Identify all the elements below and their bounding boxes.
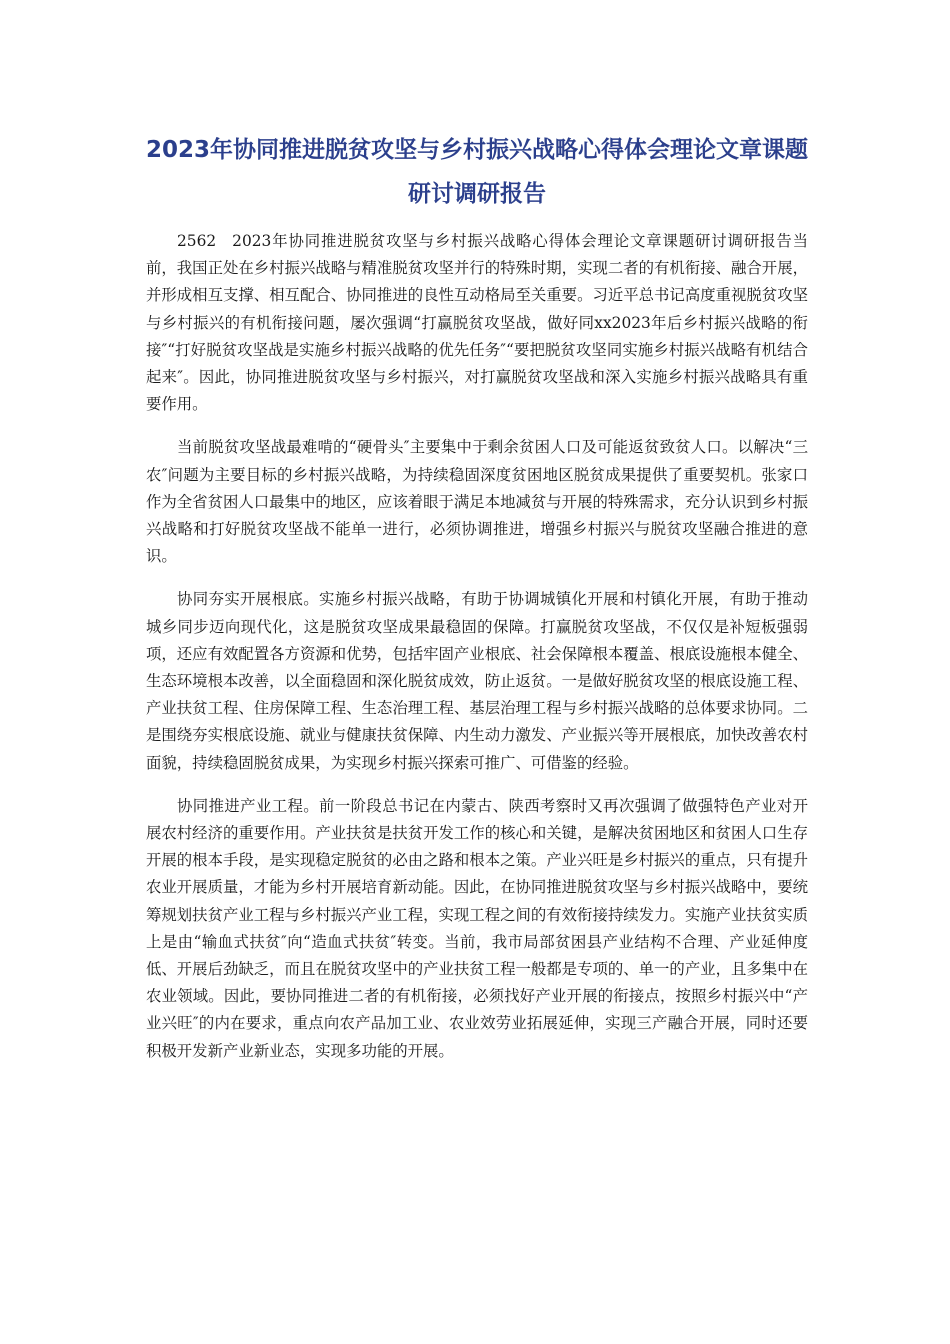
document-number: 2562 — [177, 232, 217, 250]
document-body — [146, 228, 808, 1065]
paragraph-foundation: 协同夯实开展根底。实施乡村振兴战略，有助于协调城镇化开展和村镇化开展，有助于推动城乡同步迈向现代化，这是脱贫攻坚成果最稳固的保障。打赢脱贫攻坚战，不仅仅是补短板强弱项，还应有效配置各方资源和优势，包括牢固产业根底、社会保障根本覆盖、根底设施根本健全、生态环境根本改善，以全面稳固和深化脱贫成效，防止返贫。一是做好脱贫攻坚的根底设施工程、产业扶贫工程、住房保障工程、生态治理工程、基层治理工程与乡村振兴战略的总体要求协同。二是围绕夯实根底设施、就业与健康扶贫保障、内生动力激发、产业振兴等开展根底，加快改善农村面貌，持续稳固脱贫成果，为实现乡村振兴探索可推广、可借鉴的经验。 — [146, 590, 808, 772]
document-title: 2023年协同推进脱贫攻坚与乡村振兴战略心得体会理论文章课题研讨调研报告 — [146, 137, 809, 207]
paragraph-text: 2023年协同推进脱贫攻坚与乡村振兴战略心得体会理论文章课题研讨调研报告当前，我国正处在乡村振兴战略与精准脱贫攻坚并行的特殊时期，实现二者的有机衔接、融合开展，并形成相互支撑、相互配合、协同推进的良性互动格局至关重要。习近平总书记高度重视脱贫攻坚与乡村振兴的有机衔接问题，屡次强调“打赢脱贫攻坚战，做好同xx2023年后乡村振兴战略的衔接″“打好脱贫攻坚战是实施乡村振兴战略的优先任务″“要把脱贫攻坚同实施乡村振兴战略有机结合起来″。因此，协同推进脱贫攻坚与乡村振兴，对打赢脱贫攻坚战和深入实施乡村振兴战略具有重要作用。 — [146, 232, 808, 414]
paragraph-hard-bones: 当前脱贫攻坚战最难啃的“硬骨头″主要集中于剩余贫困人口及可能返贫致贫人口。以解决“三农″问题为主要目标的乡村振兴战略，为持续稳固深度贫困地区脱贫成果提供了重要契机。张家口作为全省贫困人口最集中的地区，应该着眼于满足本地减贫与开展的特殊需求，充分认识到乡村振兴战略和打好脱贫攻坚战不能单一进行，必须协调推进，增强乡村振兴与脱贫攻坚融合推进的意识。 — [146, 438, 808, 566]
paragraph-intro — [146, 228, 808, 418]
paragraph-industry: 协同推进产业工程。前一阶段总书记在内蒙古、陕西考察时又再次强调了做强特色产业对开展农村经济的重要作用。产业扶贫是扶贫开发工作的核心和关键，是解决贫困地区和贫困人口生存开展的根本手段，是实现稳定脱贫的必由之路和根本之策。产业兴旺是乡村振兴的重点，只有提升农业开展质量，才能为乡村开展培育新动能。因此，在协同推进脱贫攻坚与乡村振兴战略中，要统筹规划扶贫产业工程与乡村振兴产业工程，实现工程之间的有效衔接持续发力。实施产业扶贫实质上是由“输血式扶贫″向“造血式扶贫″转变。当前，我市局部贫困县产业结构不合理、产业延伸度低、开展后劲缺乏，而且在脱贫攻坚中的产业扶贫工程一般都是专项的、单一的产业，且多集中在农业领域。因此，要协同推进二者的有机衔接，必须找好产业开展的衔接点，按照乡村振兴中“产业兴旺″的内在要求，重点向农产品加工业、农业效劳业拓展延伸，实现三产融合开展，同时还要积极开发新产业新业态，实现多功能的开展。 — [146, 796, 808, 1060]
